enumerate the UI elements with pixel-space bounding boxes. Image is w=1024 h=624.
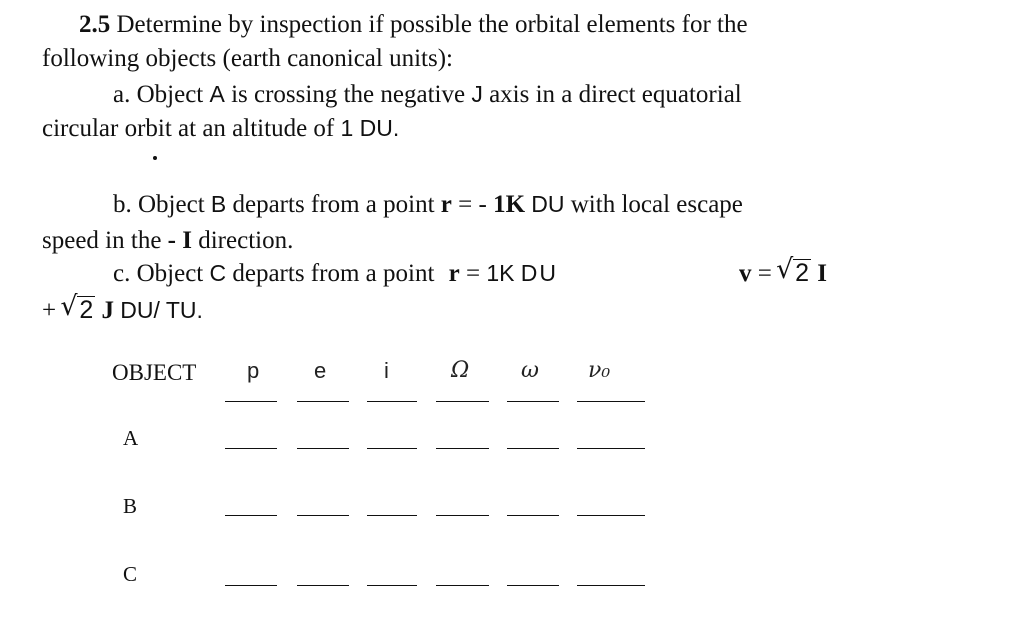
part-b-text: departs from a point <box>232 191 435 218</box>
part-b-label: b. Object <box>113 191 205 218</box>
intro-text-1: Determine by inspection if possible the orbital elements for the <box>116 11 748 38</box>
intro-line-2 <box>42 46 453 71</box>
object-c-name: C <box>209 260 227 286</box>
header-underline-omega-upper <box>436 401 489 402</box>
col-header-e: e <box>314 358 327 383</box>
part-b-text-3: speed in the <box>42 227 162 254</box>
v-vector: v <box>739 260 752 287</box>
part-a-line-2 <box>42 116 399 141</box>
part-b-line-2 <box>42 228 293 253</box>
row-label-b: B <box>123 494 138 518</box>
part-c-line-1 <box>113 261 558 286</box>
part-a-line-1 <box>113 82 742 107</box>
minus-i-direction: - I <box>167 227 192 254</box>
altitude-value: 1 DU. <box>340 115 400 141</box>
header-underline-i <box>367 401 417 402</box>
equals-minus: = - <box>458 191 487 218</box>
header-underline-omega-lower <box>507 401 559 402</box>
object-b-name: B <box>210 191 227 217</box>
sqrt-two-icon-2: √ 2 <box>60 291 94 324</box>
blank-b-nu <box>577 515 645 516</box>
blank-c-e <box>297 585 349 586</box>
part-b-line-1 <box>113 192 743 217</box>
j-axis-symbol: J <box>471 81 483 107</box>
j-unit-vector: J <box>101 297 115 324</box>
header-underline-e <box>297 401 349 402</box>
col-header-nu-zero: ν₀ <box>588 358 611 383</box>
row-label-a: A <box>123 426 139 450</box>
k-unit-vector: 1K <box>493 191 526 218</box>
part-b-text-2: with local escape <box>570 191 743 218</box>
sqrt-two-icon: √ 2 <box>776 254 810 287</box>
row-label-c: C <box>123 562 138 586</box>
blank-a-i <box>367 448 417 449</box>
blank-c-i <box>367 585 417 586</box>
velocity-expression <box>739 254 827 287</box>
blank-b-i <box>367 515 417 516</box>
intro-line-1 <box>79 12 748 37</box>
part-c-text: departs from a point <box>232 260 435 287</box>
blank-b-p <box>225 515 277 516</box>
part-a-text-3: circular orbit at an altitude of <box>42 115 335 142</box>
part-a-text: is crossing the negative <box>231 81 466 108</box>
i-unit-vector: I <box>817 260 827 287</box>
plus-sign: + <box>42 297 57 324</box>
r-vector-c: r <box>448 260 460 287</box>
blank-c-omega-lower <box>507 585 559 586</box>
blank-a-omega-lower <box>507 448 559 449</box>
intro-text-2: following objects (earth canonical units): <box>42 45 453 72</box>
col-header-omega-lower: ω <box>521 358 539 383</box>
du-unit-c: DU <box>520 260 558 286</box>
sqrt-two-value: 2 <box>795 259 810 287</box>
part-a-text-2: axis in a direct equatorial <box>489 81 742 108</box>
object-a-name: A <box>209 81 225 107</box>
header-underline-nu <box>577 401 645 402</box>
blank-a-omega-upper <box>436 448 489 449</box>
blank-a-nu <box>577 448 645 449</box>
blank-c-p <box>225 585 277 586</box>
blank-a-e <box>297 448 349 449</box>
col-header-p: p <box>247 358 260 383</box>
part-c-label: c. Object <box>113 260 204 287</box>
object-header-text: OBJECT <box>112 360 197 385</box>
part-b-text-4: direction. <box>198 227 294 254</box>
blank-b-omega-lower <box>507 515 559 516</box>
blank-b-omega-upper <box>436 515 489 516</box>
blank-a-p <box>225 448 277 449</box>
col-header-omega-upper: Ω <box>451 358 470 383</box>
stray-dot <box>153 156 157 160</box>
col-header-i: i <box>384 358 389 383</box>
header-underline-p <box>225 401 277 402</box>
sqrt-two-value-2: 2 <box>79 296 94 324</box>
blank-c-omega-upper <box>436 585 489 586</box>
v-equals: = <box>757 260 772 287</box>
object-header <box>112 361 196 384</box>
blank-c-nu <box>577 585 645 586</box>
du-unit: DU <box>531 191 565 217</box>
k-unit-c: 1K <box>486 260 515 286</box>
velocity-units: DU/ TU. <box>120 297 203 323</box>
problem-number: 2.5 <box>79 11 111 38</box>
r-vector: r <box>440 191 452 218</box>
equals-c: = <box>466 260 481 287</box>
part-a-label: a. Object <box>113 81 204 108</box>
part-c-line-2 <box>42 291 203 324</box>
blank-b-e <box>297 515 349 516</box>
